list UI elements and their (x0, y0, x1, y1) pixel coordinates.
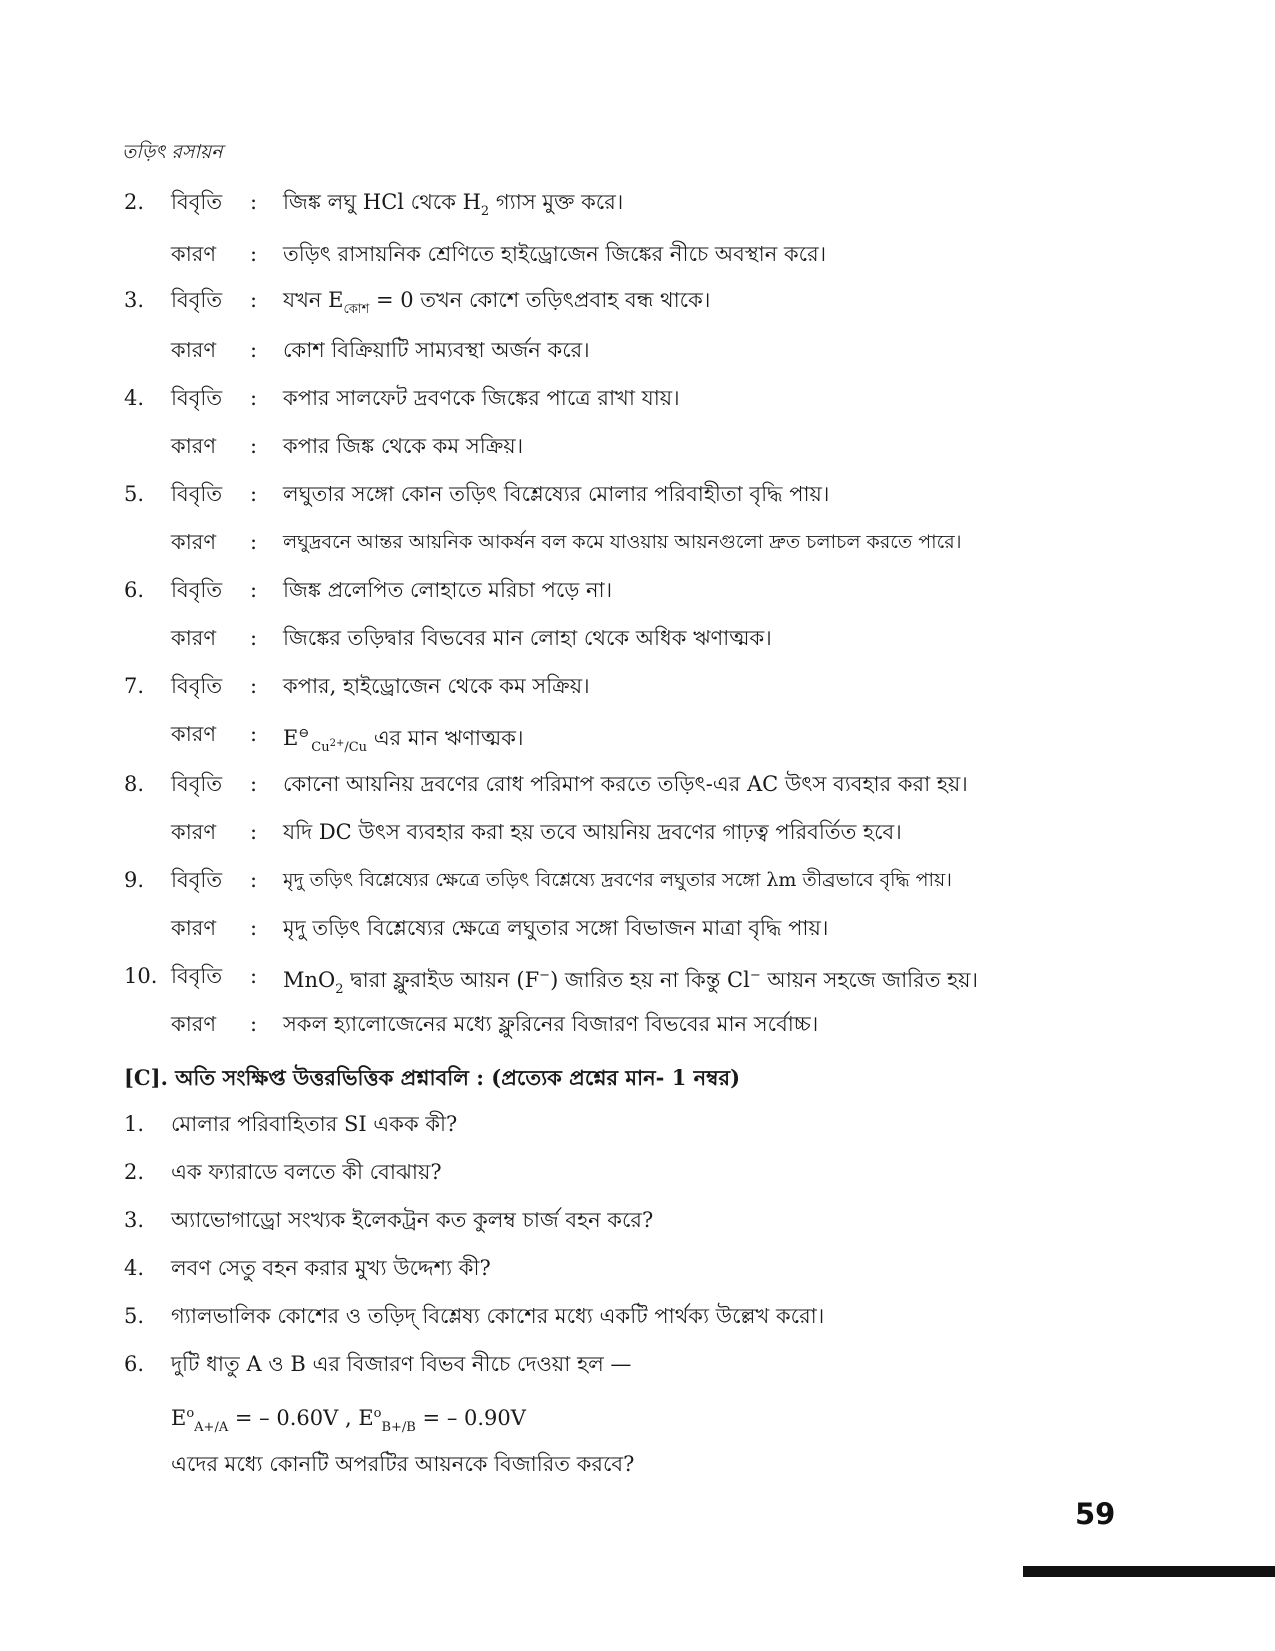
item-number: 6. (124, 578, 145, 602)
statement-text: MnO$_2$ দ্বারা ফ্লুরাইড আয়ন (F−) জারিত হয় না কিন্তু Cl− আয়ন সহজে জারিত হয়। (283, 968, 979, 997)
colon: : (250, 530, 258, 554)
colon: : (250, 1012, 258, 1036)
question-number: 6. (124, 1352, 145, 1376)
colon: : (250, 820, 258, 844)
reason-text: $E^⊖_{Cu^{2+}/Cu}$ এর মান ঋণাত্মক। (283, 726, 524, 755)
item-number: 5. (124, 482, 145, 506)
reason-text: যদি DC উৎস ব্যবহার করা হয় তবে আয়নিয় দ্রবণের গাঢ়ত্ব পরিবর্তিত হবে। (283, 820, 902, 844)
reason-label: কারণ (171, 242, 217, 266)
question-number: 4. (124, 1256, 145, 1280)
colon: : (250, 288, 258, 312)
statement-text: মৃদু তড়িৎ বিশ্লেষ্যের ক্ষেত্রে তড়িৎ বিশ্লেষ্যে দ্রবণের লঘুতার সঙ্গো λm তীব্রভাবে বৃদ্ধি পায়। (283, 869, 952, 891)
statement-label: বিবৃতি (171, 190, 223, 214)
question-text: অ্যাভোগাড্রো সংখ্যক ইলেকট্রন কত কুলম্ব চার্জ বহন করে? (171, 1208, 654, 1232)
statement-text: জিঙ্ক লঘু HCl থেকে $H_2$ গ্যাস মুক্ত করে। (283, 190, 624, 219)
reason-text: তড়িৎ রাসায়নিক শ্রেণিতে হাইড্রোজেন জিঙ্কের নীচে অবস্থান করে। (283, 242, 827, 266)
item-number: 4. (124, 386, 145, 410)
colon: : (250, 674, 258, 698)
colon: : (250, 868, 258, 892)
reason-text: মৃদু তড়িৎ বিশ্লেষ্যের ক্ষেত্রে লঘুতার সঙ্গো বিভাজন মাত্রা বৃদ্ধি পায়। (283, 916, 829, 940)
statement-label: বিবৃতি (171, 482, 223, 506)
colon: : (250, 242, 258, 266)
statement-text: জিঙ্ক প্রলেপিত লোহাতে মরিচা পড়ে না। (283, 578, 613, 602)
question-number: 1. (124, 1112, 145, 1136)
question-6-equation: $E^o_{A+/A}$ = – 0.60V , $E^o_{B+/B}$ = – 0.90V (171, 1406, 526, 1435)
reason-label: কারণ (171, 820, 217, 844)
statement-text: যখন $E_{কোশ} = 0$ তখন কোশে তড়িৎপ্রবাহ বন্ধ থাকে। (283, 288, 711, 317)
question-number: 5. (124, 1304, 145, 1328)
colon: : (250, 722, 258, 746)
question-text: গ্যালভালিক কোশের ও তড়িদ্ বিশ্লেষ্য কোশের মধ্যে একটি পার্থক্য উল্লেখ করো। (171, 1304, 825, 1328)
statement-text: কপার, হাইড্রোজেন থেকে কম সক্রিয়। (283, 674, 590, 698)
colon: : (250, 772, 258, 796)
colon: : (250, 338, 258, 362)
question-number: 2. (124, 1160, 145, 1184)
reason-label: কারণ (171, 338, 217, 362)
colon: : (250, 626, 258, 650)
footer-bar (1023, 1566, 1275, 1577)
statement-text: কপার সালফেট দ্রবণকে জিঙ্কের পাত্রে রাখা যায়। (283, 386, 680, 410)
question-text: মোলার পরিবাহিতার SI একক কী? (171, 1112, 458, 1136)
page-number: 59 (1075, 1497, 1116, 1531)
colon: : (250, 482, 258, 506)
statement-label: বিবৃতি (171, 772, 223, 796)
question-text: দুটি ধাতু A ও B এর বিজারণ বিভব নীচে দেওয়া হল — (171, 1352, 632, 1376)
reason-label: কারণ (171, 530, 217, 554)
item-number: 7. (124, 674, 145, 698)
statement-label: বিবৃতি (171, 578, 223, 602)
reason-label: কারণ (171, 916, 217, 940)
colon: : (250, 434, 258, 458)
item-number: 2. (124, 190, 145, 214)
item-number: 9. (124, 868, 145, 892)
item-number: 8. (124, 772, 145, 796)
colon: : (250, 578, 258, 602)
statement-label: বিবৃতি (171, 964, 223, 988)
reason-label: কারণ (171, 434, 217, 458)
question-number: 3. (124, 1208, 145, 1232)
reason-text: কপার জিঙ্ক থেকে কম সক্রিয়। (283, 434, 524, 458)
item-number: 10. (124, 964, 158, 988)
reason-text: সকল হ্যালোজেনের মধ্যে ফ্লুরিনের বিজারণ বিভবের মান সর্বোচ্চ। (283, 1012, 819, 1036)
statement-label: বিবৃতি (171, 386, 223, 410)
question-text: লবণ সেতু বহন করার মুখ্য উদ্দেশ্য কী? (171, 1256, 491, 1280)
question-6-followup: এদের মধ্যে কোনটি অপরটির আয়নকে বিজারিত করবে? (171, 1452, 635, 1476)
statement-label: বিবৃতি (171, 674, 223, 698)
colon: : (250, 964, 258, 988)
colon: : (250, 190, 258, 214)
colon: : (250, 386, 258, 410)
item-number: 3. (124, 288, 145, 312)
reason-label: কারণ (171, 626, 217, 650)
statement-text: লঘুতার সঙ্গো কোন তড়িৎ বিশ্লেষ্যের মোলার পরিবাহীতা বৃদ্ধি পায়। (283, 482, 830, 506)
section-heading: [C]. অতি সংক্ষিপ্ত উত্তরভিত্তিক প্রশ্নাবলি : (প্রত্যেক প্রশ্নের মান- 1 নম্বর) (124, 1065, 741, 1090)
statement-label: বিবৃতি (171, 868, 223, 892)
reason-text: কোশ বিক্রিয়াটি সাম্যবস্থা অর্জন করে। (283, 338, 590, 362)
statement-label: বিবৃতি (171, 288, 223, 312)
question-text: এক ফ্যারাডে বলতে কী বোঝায়? (171, 1160, 442, 1184)
reason-label: কারণ (171, 1012, 217, 1036)
colon: : (250, 916, 258, 940)
reason-label: কারণ (171, 722, 217, 746)
running-head: তড়িৎ রসায়ন (122, 141, 223, 163)
statement-text: কোনো আয়নিয় দ্রবণের রোধ পরিমাপ করতে তড়িৎ-এর AC উৎস ব্যবহার করা হয়। (283, 772, 968, 796)
reason-text: জিঙ্কের তড়িদ্বার বিভবের মান লোহা থেকে অধিক ঋণাত্মক। (283, 626, 772, 650)
reason-text: লঘুদ্রবনে আন্তর আয়নিক আকর্ষন বল কমে যাওয়ায় আয়নগুলো দ্রুত চলাচল করতে পারে। (283, 531, 962, 553)
